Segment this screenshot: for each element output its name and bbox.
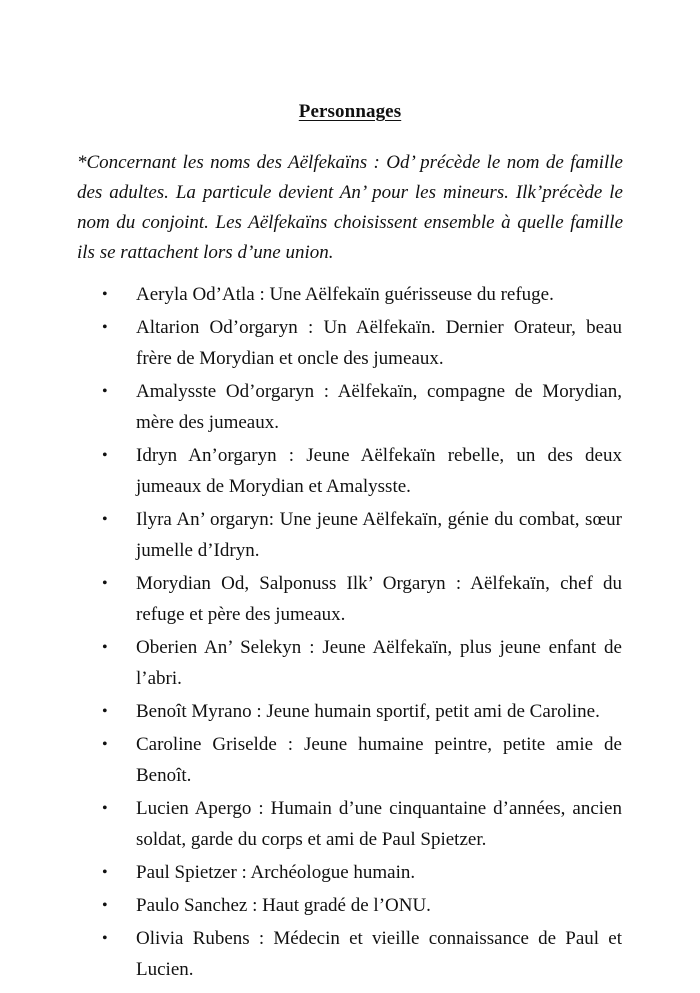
bullet-icon: • [102,511,108,528]
bullet-icon: • [102,703,108,720]
list-item [102,568,622,630]
list-item [102,729,622,791]
list-item [102,793,622,855]
naming-note: *Concernant les noms des Aëlfekaïns : Od’ précède le nom de famille des adultes. La particule devient An’ pour les mineurs. Ilk’précède le nom du conjoint. Les Aëlfekaïns choisissent ensemble à quelle famille ils se rattachent lors d’une union. [77,152,623,263]
character-entry: Ilyra An’ orgaryn: Une jeune Aëlfekaïn, génie du combat, sœur jumelle d’Idryn. [136,509,622,561]
bullet-icon: • [102,286,108,303]
list-item [102,440,622,502]
list-item [102,312,622,374]
character-entry: Aeryla Od’Atla : Une Aëlfekaïn guérisseuse du refuge. [136,284,554,305]
character-entry: Benoît Myrano : Jeune humain sportif, petit ami de Caroline. [136,701,600,722]
bullet-icon: • [102,897,108,914]
list-item [102,632,622,694]
list-item [102,857,622,888]
bullet-icon: • [102,930,108,947]
bullet-icon: • [102,736,108,753]
character-entry: Amalysste Od’orgaryn : Aëlfekaïn, compagne de Morydian, mère des jumeaux. [136,381,622,433]
list-item [102,890,622,921]
list-item [102,279,622,310]
bullet-icon: • [102,800,108,817]
list-item [102,923,622,985]
character-entry: Caroline Griselde : Jeune humaine peintre, petite amie de Benoît. [136,734,622,786]
list-item [102,696,622,727]
character-entry: Paulo Sanchez : Haut gradé de l’ONU. [136,895,431,916]
bullet-icon: • [102,447,108,464]
list-item [102,504,622,566]
character-entry: Oberien An’ Selekyn : Jeune Aëlfekaïn, plus jeune enfant de l’abri. [136,637,622,689]
page-title: Personnages [298,101,402,122]
character-entry: Idryn An’orgaryn : Jeune Aëlfekaïn rebelle, un des deux jumeaux de Morydian et Amalysste. [136,445,622,497]
bullet-icon: • [102,319,108,336]
bullet-icon: • [102,639,108,656]
bullet-icon: • [102,575,108,592]
character-entry: Morydian Od, Salponuss Ilk’ Orgaryn : Aëlfekaïn, chef du refuge et père des jumeaux. [136,573,622,625]
character-entry: Paul Spietzer : Archéologue humain. [136,862,416,883]
character-list [0,279,700,987]
list-item [102,376,622,438]
character-entry: Lucien Apergo : Humain d’une cinquantaine d’années, ancien soldat, garde du corps et ami de Paul Spietzer. [136,798,622,850]
character-entry: Altarion Od’orgaryn : Un Aëlfekaïn. Dernier Orateur, beau frère de Morydian et oncle des jumeaux. [136,317,622,369]
character-entry: Olivia Rubens : Médecin et vieille connaissance de Paul et Lucien. [136,928,622,980]
bullet-icon: • [102,383,108,400]
bullet-icon: • [102,864,108,881]
